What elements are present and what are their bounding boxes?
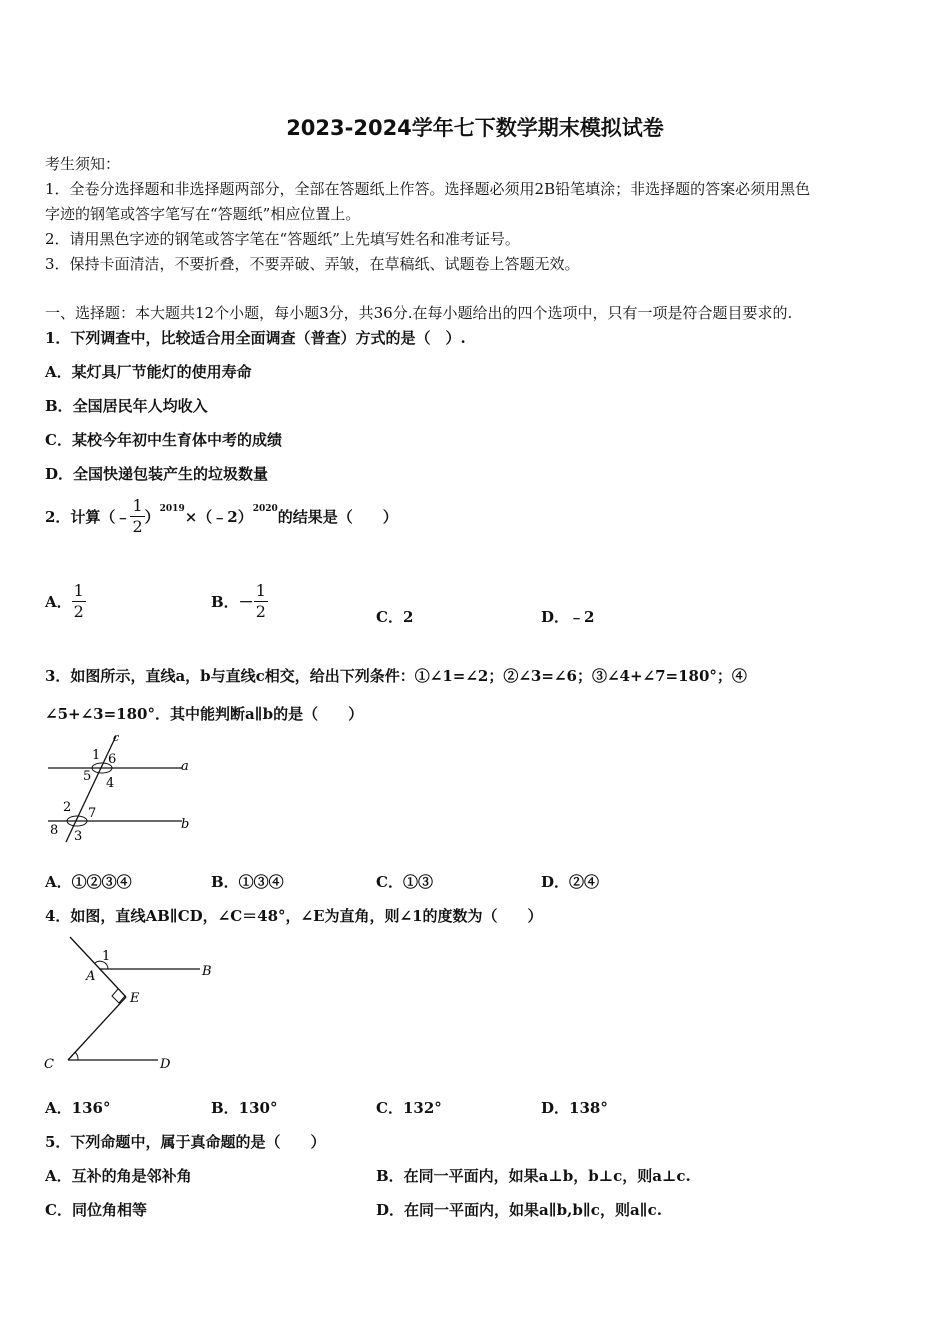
q2-fraction [130, 498, 144, 535]
notice-item-2: 2．请用黑色字迹的钢笔或答字笔在“答题纸”上先填写姓名和准考证号。 [45, 230, 520, 248]
question-5-option-b: B．在同一平面内，如果a⊥b，b⊥c，则a⊥c. [376, 1167, 691, 1185]
q2-a-fraction [72, 583, 86, 620]
question-3-option-d: D．②④ [541, 873, 600, 891]
question-3-option-b: B．①③④ [211, 873, 284, 891]
q2-mid2: ×（﹣2） [184, 508, 253, 526]
question-1-option-b: B．全国居民年人均收入 [45, 397, 208, 415]
angle-label-2: 2 [63, 800, 72, 815]
point-label-a: A [86, 969, 96, 984]
question-1-option-d: D．全国快递包装产生的垃圾数量 [45, 465, 269, 483]
q2-a-label: A． [45, 593, 72, 611]
angle-label-3: 3 [74, 829, 83, 844]
question-2-option-a [45, 583, 86, 620]
question-4-figure [40, 932, 230, 1077]
angle-label-4: 4 [106, 776, 115, 791]
notice-item-1b: 字迹的钢笔或答字笔写在“答题纸”相应位置上。 [45, 205, 361, 223]
q2-frac-den: 2 [132, 517, 143, 536]
line-ec [68, 997, 126, 1060]
question-5-option-d: D．在同一平面内，如果a∥b,b∥c，则a∥c. [376, 1201, 662, 1219]
question-1-stem: 1．下列调查中，比较适合用全面调查（普查）方式的是（ ）. [45, 329, 466, 347]
page-title: 2023-2024学年七下数学期末模拟试卷 [286, 116, 664, 140]
line-ae [70, 937, 126, 997]
question-4-option-b: B．130° [211, 1099, 278, 1117]
question-2-option-d: D．﹣2 [541, 608, 595, 626]
label-b: b [181, 817, 190, 832]
angle-label-5: 5 [83, 769, 92, 784]
angle-label-7: 7 [88, 806, 97, 821]
angle-label-1: 1 [92, 748, 101, 763]
question-3-figure [44, 730, 194, 845]
question-3-stem-line2: ∠5+∠3=180°．其中能判断a∥b的是（ ） [45, 705, 364, 723]
label-c: c [113, 731, 120, 744]
angle-label-6: 6 [108, 752, 117, 767]
question-4-option-c: C．132° [376, 1099, 442, 1117]
question-5-stem: 5．下列命题中，属于真命题的是（ ） [45, 1133, 326, 1151]
label-a: a [181, 759, 189, 774]
question-1-option-c: C．某校今年初中生育体中考的成绩 [45, 431, 282, 449]
point-label-d: D [160, 1057, 171, 1072]
question-5-option-c: C．同位角相等 [45, 1201, 147, 1219]
question-2-option-b [211, 583, 268, 620]
question-3-stem-line1: 3．如图所示，直线a，b与直线c相交，给出下列条件：①∠1=∠2；②∠3=∠6；③∠4+∠7=180°；④ [45, 667, 747, 685]
q2-b-num: 1 [255, 581, 266, 600]
question-3-option-a: A．①②③④ [45, 873, 132, 891]
question-1-option-a: A．某灯具厂节能灯的使用寿命 [45, 363, 252, 381]
q2-a-num: 1 [73, 581, 84, 600]
question-4-stem: 4．如图，直线AB∥CD，∠C＝48°，∠E为直角，则∠1的度数为（ ） [45, 907, 543, 925]
q2-a-den: 2 [73, 602, 84, 621]
q2-b-fraction [254, 583, 268, 620]
q2-frac-num: 1 [132, 496, 143, 515]
q2-prefix: 2．计算（﹣ [45, 508, 131, 526]
q2-suffix: 的结果是（ ） [277, 508, 398, 526]
notice-item-3: 3．保持卡面清洁，不要折叠，不要弄破、弄皱，在草稿纸、试题卷上答题无效。 [45, 255, 580, 273]
angle-label-1: 1 [102, 949, 111, 964]
q2-b-den: 2 [255, 602, 266, 621]
point-label-b: B [202, 964, 212, 979]
point-label-c: C [44, 1057, 54, 1072]
notice-item-1a: 1．全卷分选择题和非选择题两部分，全部在答题纸上作答。选择题必须用2B铅笔填涂；非选择题的答案必须用黑色 [45, 180, 811, 198]
question-5-option-a: A．互补的角是邻补角 [45, 1167, 192, 1185]
q2-exp2: 2020 [252, 503, 278, 514]
question-4-option-d: D．138° [541, 1099, 608, 1117]
question-2-option-c: C．2 [376, 608, 414, 626]
section-header: 一、选择题：本大题共12个小题，每小题3分，共36分.在每小题给出的四个选项中，只有一项是符合题目要求的. [45, 304, 793, 322]
q2-b-label: B．－ [211, 593, 254, 611]
question-4-option-a: A．136° [45, 1099, 111, 1117]
question-3-option-c: C．①③ [376, 873, 433, 891]
question-2-stem [45, 498, 398, 535]
q2-mid1: ） [144, 508, 160, 526]
q2-exp1: 2019 [159, 503, 185, 514]
angle-c-arc [75, 1052, 78, 1060]
notice-heading: 考生须知： [45, 155, 121, 173]
point-label-e: E [130, 991, 140, 1006]
angle-label-8: 8 [50, 823, 59, 838]
